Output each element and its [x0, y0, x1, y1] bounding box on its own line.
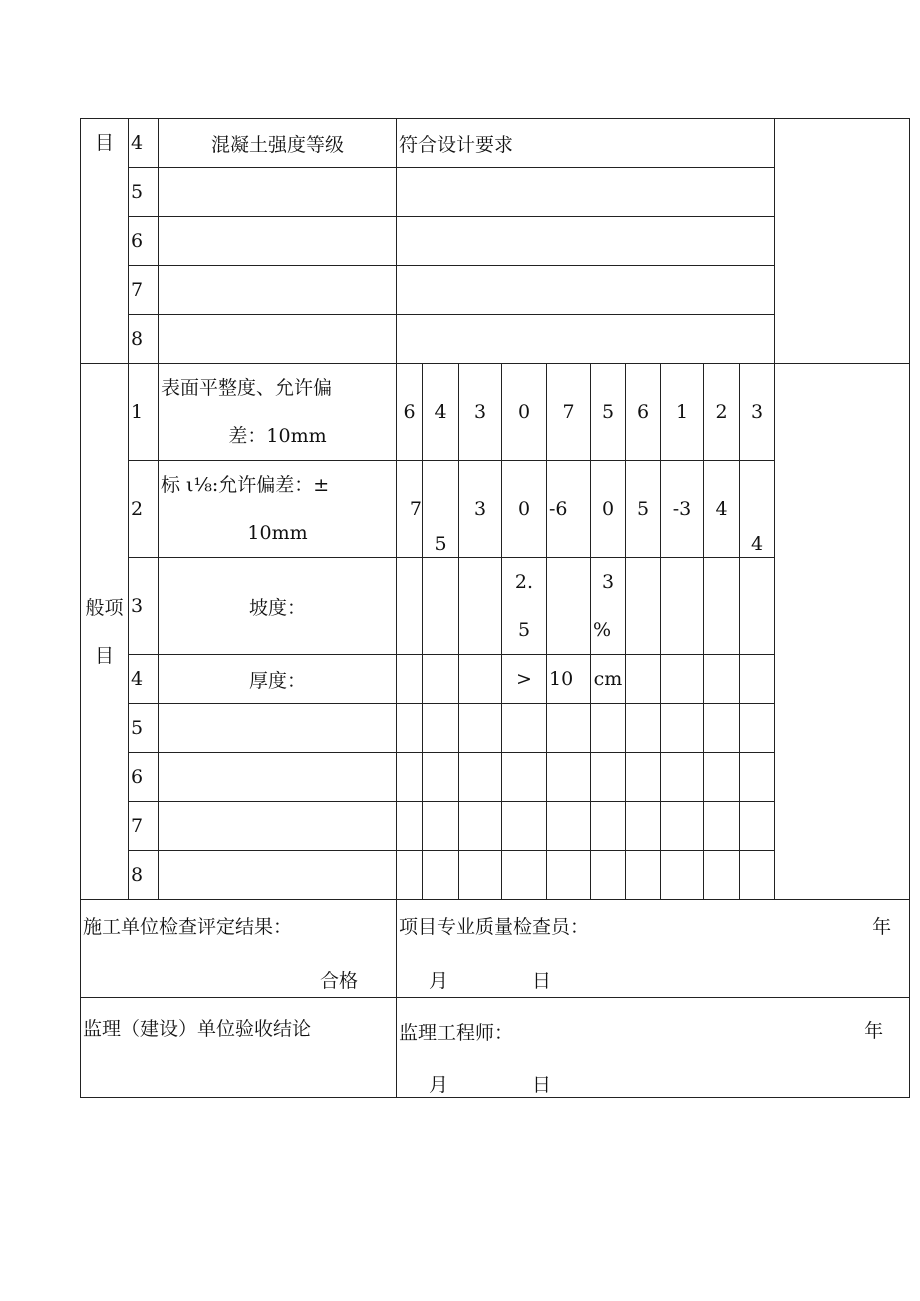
check-item: [159, 168, 397, 217]
measured-value: [626, 655, 661, 704]
measured-value: 7: [547, 364, 591, 461]
measured-value: [626, 558, 661, 655]
contractor-result: 合格: [319, 970, 358, 992]
measured-value: [661, 655, 704, 704]
row-number: 3: [129, 558, 159, 655]
measured-value: 3: [740, 364, 775, 461]
contractor-label: 施工单位检查评定结果：: [83, 916, 293, 938]
measured-value: 6: [626, 364, 661, 461]
engineer-sign-cell: [397, 998, 910, 1098]
row-number: 8: [129, 315, 159, 364]
check-item: [159, 704, 397, 753]
measured-value: 4: [740, 461, 775, 558]
inspection-record-table: [80, 118, 910, 1098]
check-item: 厚度：: [159, 655, 397, 704]
month-label: 月: [429, 970, 449, 992]
design-requirement: 符合设计要求: [397, 119, 775, 168]
row-number: 5: [129, 168, 159, 217]
day-label: 日: [532, 1074, 552, 1096]
inspector-label: 项目专业质量检查员：: [399, 916, 590, 938]
measured-value: -6: [547, 461, 591, 558]
measured-value: 3: [459, 364, 502, 461]
row-number: 8: [129, 851, 159, 900]
row-number: 2: [129, 461, 159, 558]
check-item: [159, 315, 397, 364]
check-item: 坡度：: [159, 558, 397, 655]
inspector-sign-cell: [397, 900, 910, 998]
contractor-evaluation-cell: [81, 900, 397, 998]
check-item: [159, 753, 397, 802]
check-item: 表面平整度、允许偏 差：10mm: [159, 364, 397, 461]
engineer-label: 监理工程师：: [399, 1022, 514, 1044]
measured-value: [423, 655, 459, 704]
measured-value: [459, 655, 502, 704]
supervisor-conclusion-row: [81, 998, 910, 1098]
measured-value: 2. 5: [502, 558, 547, 655]
design-requirement: [397, 315, 775, 364]
row-number: 6: [129, 217, 159, 266]
day-label: 日: [532, 970, 552, 992]
remarks-cell: [775, 364, 910, 900]
measured-value: -3: [661, 461, 704, 558]
measured-value: [740, 558, 775, 655]
measured-value: >: [502, 655, 547, 704]
measured-value: 5: [591, 364, 626, 461]
measured-value: 0: [502, 364, 547, 461]
main-item-row: [81, 119, 910, 168]
check-item: 混凝土强度等级: [159, 119, 397, 168]
measured-value: [397, 655, 423, 704]
row-number: 5: [129, 704, 159, 753]
row-number: 7: [129, 266, 159, 315]
general-item-row: [81, 364, 910, 461]
measured-value: 1: [661, 364, 704, 461]
measured-value: 0: [502, 461, 547, 558]
measured-value: 7: [397, 461, 423, 558]
design-requirement: [397, 168, 775, 217]
contractor-evaluation-row: [81, 900, 910, 998]
row-number: 7: [129, 802, 159, 851]
measured-value: 3 %: [591, 558, 626, 655]
general-items-group-label: 般项 目: [81, 364, 129, 900]
year-label: 年: [864, 1020, 884, 1042]
measured-value: [397, 558, 423, 655]
measured-value: 3: [459, 461, 502, 558]
measured-value: 0: [591, 461, 626, 558]
measured-value: [459, 558, 502, 655]
measured-value: 10: [547, 655, 591, 704]
main-items-group-label: 目: [81, 119, 129, 364]
check-item: [159, 802, 397, 851]
month-label: 月: [429, 1074, 449, 1096]
row-number: 4: [129, 119, 159, 168]
measured-value: 5: [423, 461, 459, 558]
check-item: [159, 851, 397, 900]
measured-value: [423, 558, 459, 655]
design-requirement: [397, 217, 775, 266]
measured-value: [661, 558, 704, 655]
measured-value: 5: [626, 461, 661, 558]
check-item: [159, 266, 397, 315]
row-number: 4: [129, 655, 159, 704]
year-label: 年: [872, 916, 892, 938]
measured-value: 6: [397, 364, 423, 461]
measured-value: [704, 558, 740, 655]
measured-value: [547, 558, 591, 655]
measured-value: [740, 655, 775, 704]
check-item: [159, 217, 397, 266]
measured-value: cm: [591, 655, 626, 704]
supervisor-label: 监理（建设）单位验收结论: [83, 1018, 312, 1040]
supervisor-conclusion-cell: [81, 998, 397, 1098]
design-requirement: [397, 266, 775, 315]
measured-value: 2: [704, 364, 740, 461]
check-item: 标 ι⅛:允许偏差：± 10mm: [159, 461, 397, 558]
row-number: 6: [129, 753, 159, 802]
measured-value: [704, 655, 740, 704]
measured-value: 4: [704, 461, 740, 558]
measured-value: 4: [423, 364, 459, 461]
row-number: 1: [129, 364, 159, 461]
remarks-cell: [775, 119, 910, 364]
